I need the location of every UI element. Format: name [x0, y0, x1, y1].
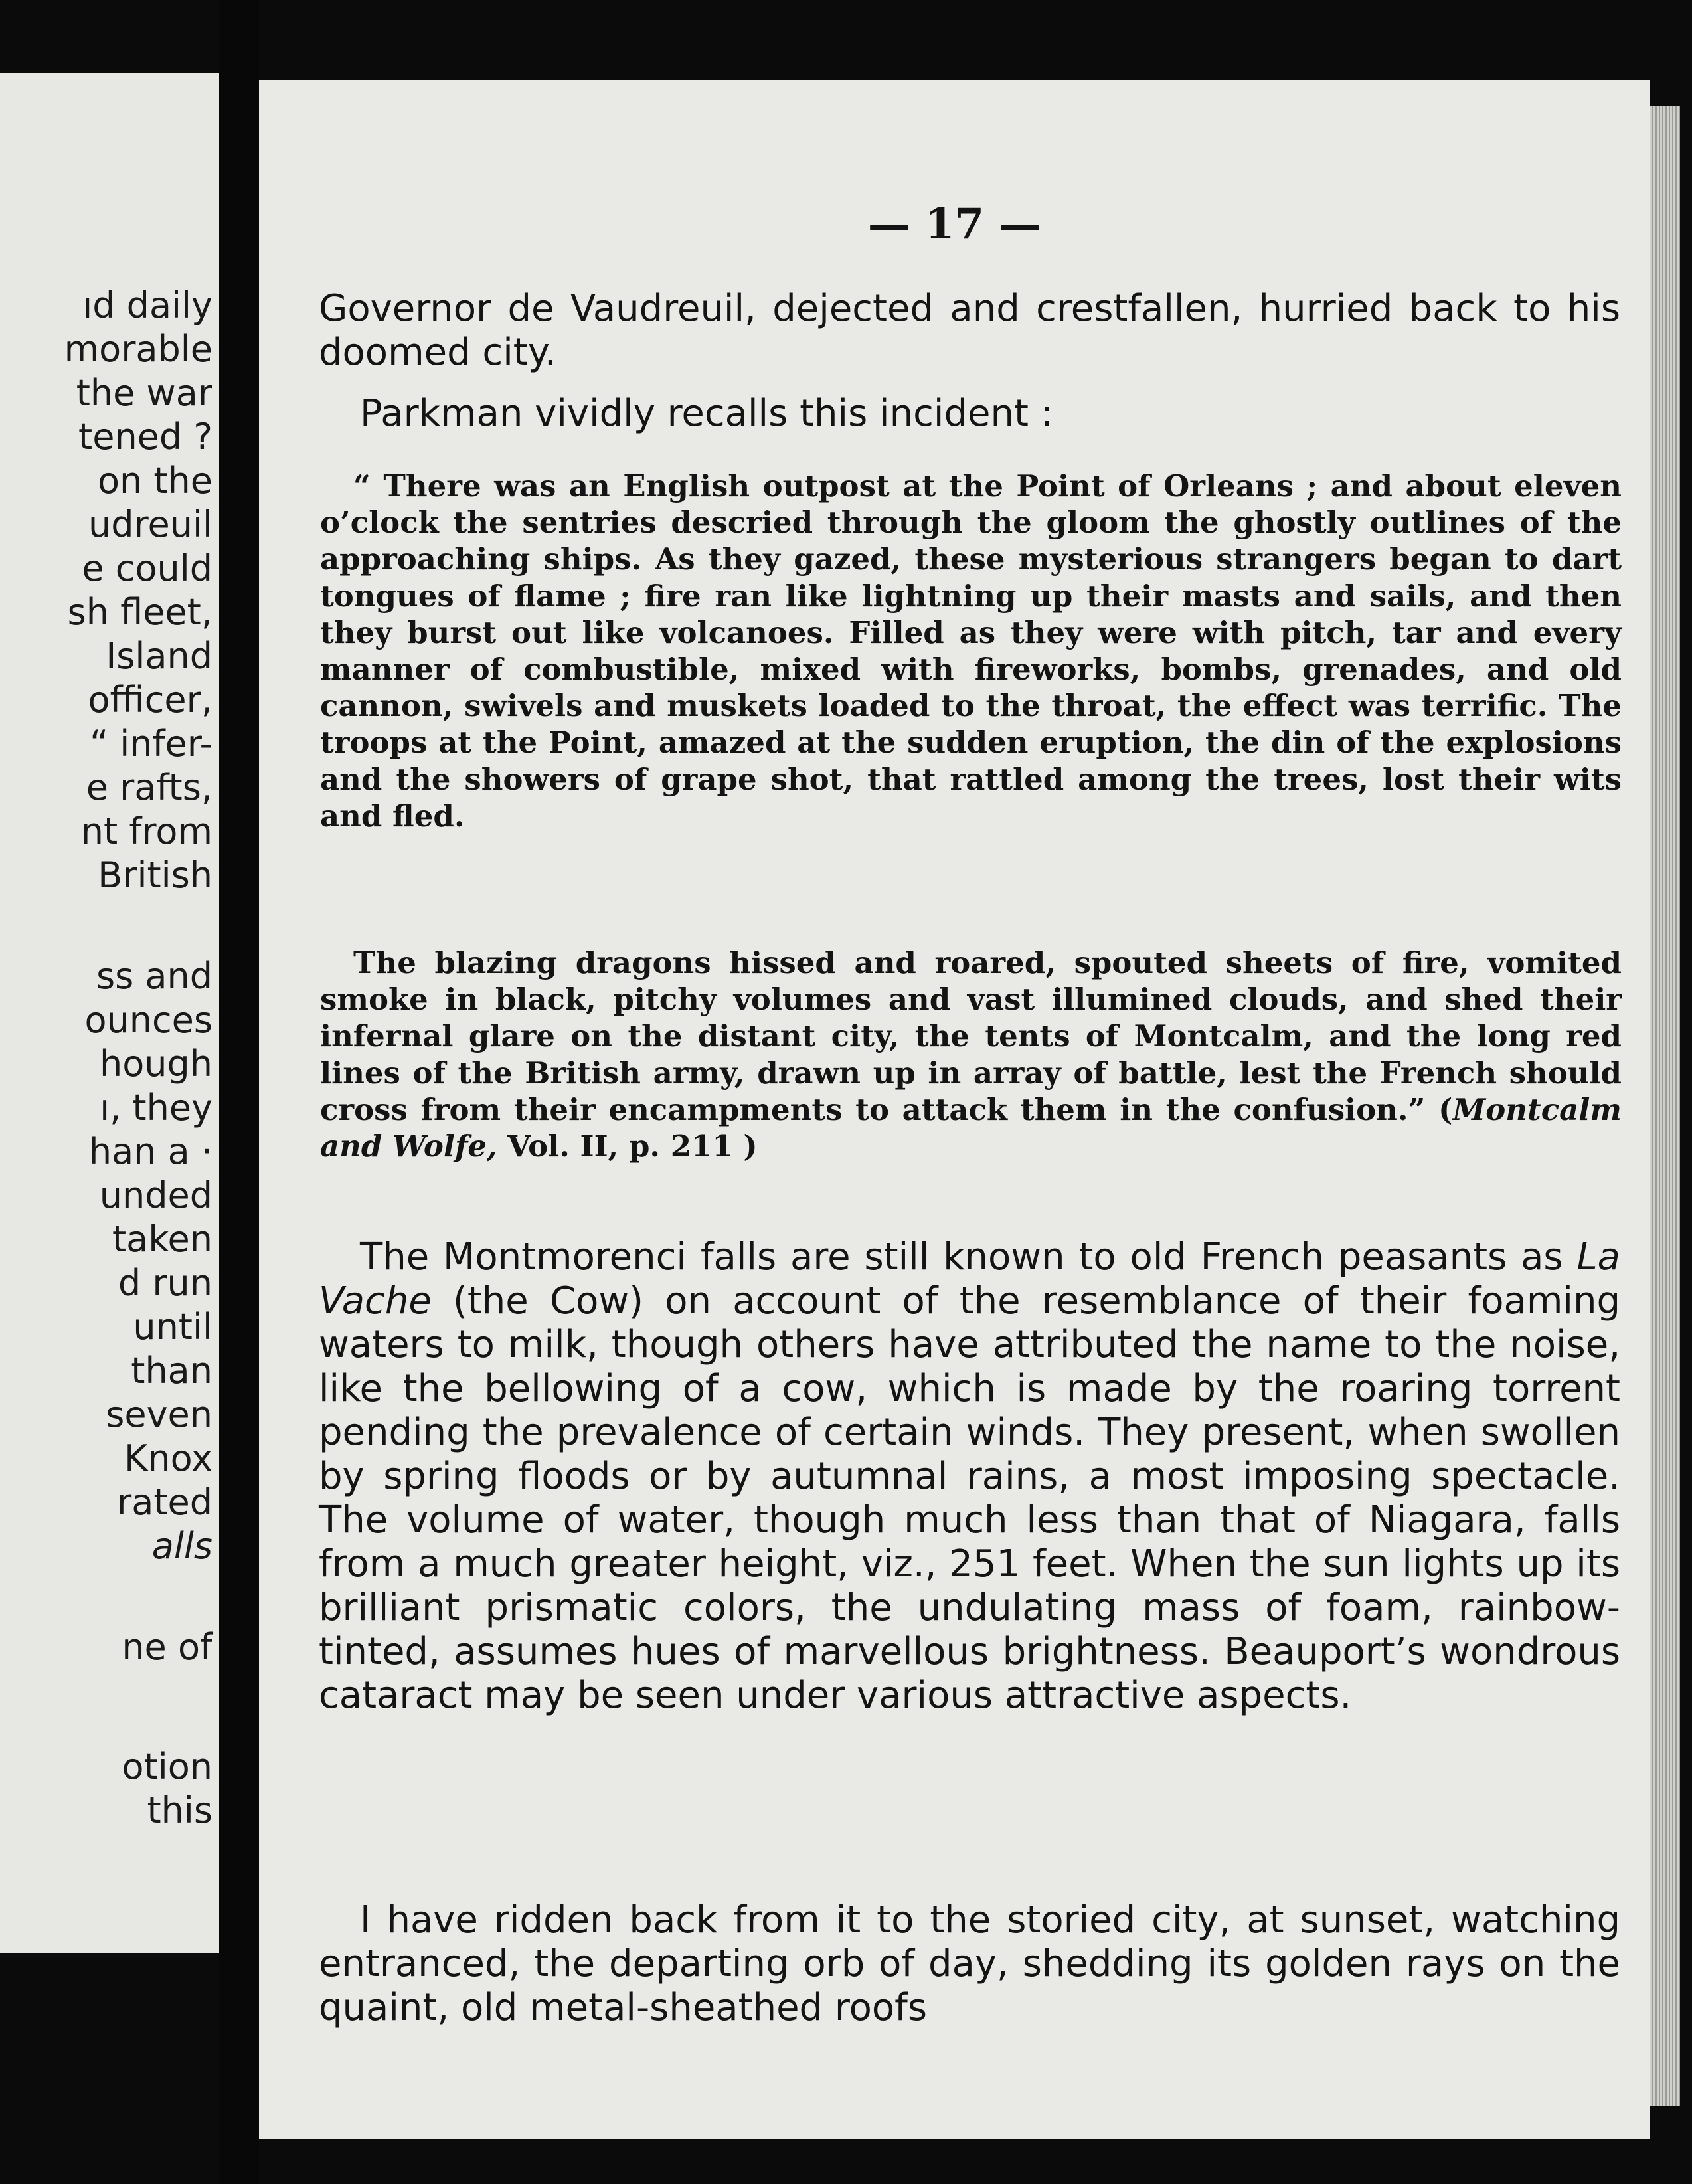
facing-page-line: e rafts,: [86, 767, 212, 808]
facing-page-line: unded: [99, 1174, 212, 1216]
quotation-text: The blazing dragons hissed and roared, spouted sheets of fire, vomited smoke in black, pitchy volumes and vast illumined clouds, and shed their infernal glare on the distant city, the tents of Montcalm, and the long red lines of the British army, drawn up in array of battle, lest the French should cross from their encampments to attack them in the confusion.”: [320, 945, 1622, 1127]
paragraph-text: (the Cow) on account of the resemblance of their foaming waters to milk, though others have attributed the name to the noise, like the bellowing of a cow, which is made by the roaring torrent pending the prevalence of certain winds. They present, when swollen by spring floods or by autumnal rains, a most imposing spectacle. The volume of water, though much less than that of Niagara, falls from a much greater height, viz., 251 feet. When the sun lights up its brilliant prismatic colors, the undulating mass of foam, rainbow-tinted, assumes hues of marvellous brightness. Beauport’s wondrous cataract may be seen under various attractive aspects.: [319, 1279, 1620, 1717]
facing-page-line: ounces: [84, 999, 212, 1041]
facing-page-line: taken: [112, 1218, 212, 1260]
facing-page-line: d run: [118, 1262, 212, 1304]
book-gutter: [219, 0, 259, 2184]
facing-page-line: rated: [117, 1481, 212, 1523]
quotation-paragraph-1: “ There was an English outpost at the Point of Orleans ; and about eleven o’clock the sentries descried through the gloom the ghostly outlines of the approaching ships. As they gazed, these mysterious strangers began to dart tongues of flame ; fire ran like lightning up their masts and sails, and then they burst out like volcanoes. Filled as they were with pitch, tar and every manner of combustible, mixed with fireworks, bombs, grenades, and old cannon, swivels and muskets loaded to the throat, the effect was terrific. The troops at the Point, amazed at the sudden eruption, the din of the explosions and the showers of grape shot, that rattled among the trees, lost their wits and fled.: [320, 468, 1622, 834]
facing-page-line: han a ·: [88, 1131, 212, 1172]
facing-page-line: seven: [106, 1394, 212, 1435]
facing-page-line: officer,: [88, 679, 212, 721]
facing-page-line: ss and: [96, 955, 212, 997]
facing-page-line: ı, they: [100, 1087, 212, 1129]
facing-page-line: until: [133, 1306, 212, 1348]
facing-page-line: ne of: [122, 1626, 212, 1668]
page-number: — 17 —: [867, 199, 1042, 249]
paragraph-sunset: I have ridden back from it to the storied city, at sunset, watching entranced, the departing orb of day, shedding its golden rays on the quaint, old metal-sheathed roofs: [319, 1898, 1620, 2029]
facing-page-line: udreuil: [88, 503, 212, 545]
facing-page-line: on the: [97, 460, 212, 501]
facing-page-line: the war: [76, 372, 212, 414]
facing-page-line: alls: [151, 1525, 212, 1567]
facing-page: [0, 73, 219, 1953]
book-page: [259, 80, 1650, 2139]
facing-page-line: “ infer-: [90, 723, 212, 765]
facing-page-line: morable: [64, 328, 212, 370]
citation-reference: Vol. II, p. 211 ): [497, 1129, 758, 1164]
page-edges: [1650, 106, 1680, 2106]
facing-page-line: tened ?: [78, 416, 212, 458]
quotation-paragraph-2: [320, 945, 1622, 1164]
facing-page-line: this: [147, 1789, 212, 1831]
paragraph-montmorenci: [319, 1235, 1620, 1718]
paragraph-text: The Montmorenci falls are still known to old French peasants as: [360, 1235, 1577, 1279]
facing-page-line: otion: [122, 1746, 212, 1787]
facing-page-line: Knox: [124, 1437, 212, 1479]
citation-open: (: [1425, 1091, 1453, 1127]
facing-page-line: nt from: [80, 810, 212, 852]
facing-page-line: Island: [106, 635, 212, 677]
facing-page-line: than: [131, 1350, 212, 1392]
facing-page-line: ıd daily: [82, 284, 212, 326]
facing-page-line: hough: [100, 1043, 212, 1085]
facing-page-line: British: [98, 854, 212, 896]
facing-page-line: e could: [82, 547, 212, 589]
facing-page-line: sh fleet,: [67, 591, 212, 633]
citation-title: Montcalm and Wolfe,: [320, 1091, 1622, 1164]
paragraph-parkman: Parkman vividly recalls this incident :: [360, 392, 1053, 435]
italic-term: La Vache: [319, 1235, 1620, 1322]
paragraph-governor: Governor de Vaudreuil, dejected and crestfallen, hurried back to his doomed city.: [319, 287, 1620, 374]
